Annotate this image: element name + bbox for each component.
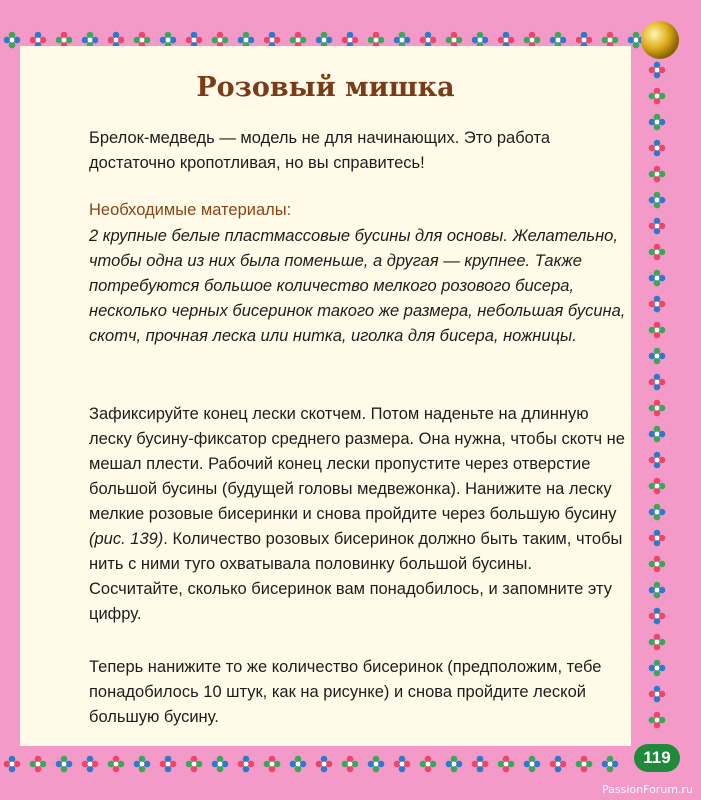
- bead-flower-icon: [649, 114, 666, 131]
- bead-flower-icon: [420, 756, 437, 773]
- bead-flower-icon: [649, 478, 666, 495]
- bead-flower-icon: [649, 296, 666, 313]
- bead-flower-icon: [576, 756, 593, 773]
- bead-flower-icon: [649, 62, 666, 79]
- bead-flower-icon: [368, 756, 385, 773]
- bead-flower-icon: [649, 530, 666, 547]
- page-content: [20, 46, 631, 746]
- bead-flower-icon: [649, 660, 666, 677]
- bead-flower-icon: [264, 756, 281, 773]
- intro-text: Брелок-медведь — модель не для начинающих. Это работа достаточно кропотливая, но вы справитесь!: [89, 129, 551, 172]
- page-title: Розовый мишка: [196, 72, 455, 103]
- gold-bead-icon: [641, 21, 679, 59]
- bead-flower-icon: [649, 192, 666, 209]
- bead-flower-icon: [649, 686, 666, 703]
- bead-flower-icon: [4, 32, 21, 49]
- instructions-paragraph-2: [89, 655, 627, 730]
- bead-flower-icon: [524, 756, 541, 773]
- bead-flower-icon: [186, 756, 203, 773]
- bead-flower-icon: [446, 756, 463, 773]
- bead-flower-icon: [649, 374, 666, 391]
- bead-flower-icon: [394, 756, 411, 773]
- bead-flower-icon: [550, 756, 567, 773]
- bead-flower-icon: [498, 756, 515, 773]
- bead-flower-icon: [649, 582, 666, 599]
- bead-flower-icon: [134, 756, 151, 773]
- bead-flower-icon: [56, 756, 73, 773]
- bead-flower-icon: [82, 756, 99, 773]
- paragraph-1-text-b: . Количество розовых бисеринок должно быть таким, чтобы нить с ними туго охватывала половинку большой бусины. Сосчитайте, сколько бисеринок вам понадобилось, и запомните эту цифру.: [89, 530, 623, 623]
- bead-flower-icon: [342, 756, 359, 773]
- bead-flower-icon: [212, 756, 229, 773]
- bead-flower-icon: [290, 756, 307, 773]
- bead-flower-icon: [316, 756, 333, 773]
- bead-flower-icon: [649, 218, 666, 235]
- bead-flower-icon: [160, 756, 177, 773]
- bead-flower-icon: [238, 756, 255, 773]
- bead-flower-icon: [649, 244, 666, 261]
- bead-flower-icon: [30, 756, 47, 773]
- bead-flower-icon: [649, 400, 666, 417]
- bead-flower-icon: [472, 756, 489, 773]
- instructions-paragraph-1: [89, 402, 627, 627]
- bead-flower-icon: [602, 756, 619, 773]
- intro-paragraph: [89, 126, 627, 176]
- page-number-badge: 119: [634, 744, 680, 772]
- bead-flower-icon: [649, 166, 666, 183]
- bead-flower-icon: [649, 556, 666, 573]
- bead-flower-icon: [649, 634, 666, 651]
- watermark: PassionForum.ru: [602, 783, 693, 796]
- materials-heading: Необходимые материалы:: [89, 201, 292, 219]
- bead-flower-icon: [649, 452, 666, 469]
- bead-flower-icon: [649, 322, 666, 339]
- figure-reference: (рис. 139): [89, 530, 164, 548]
- bead-flower-icon: [649, 608, 666, 625]
- bead-flower-icon: [649, 348, 666, 365]
- paragraph-2-text: Теперь нанижите то же количество бисеринок (предположим, тебе понадобилось 10 штук, как на рисунке) и снова пройдите леской большую бусину.: [89, 658, 602, 726]
- bead-flower-icon: [649, 712, 666, 729]
- bead-flower-icon: [649, 426, 666, 443]
- bead-flower-icon: [108, 756, 125, 773]
- paragraph-1-text-a: Зафиксируйте конец лески скотчем. Потом наденьте на длинную леску бусину-фиксатор среднего размера. Она нужна, чтобы скотч не мешал плести. Рабочий конец лески пропустите через отверстие большой бусины (будущей головы медвежонка). Нанижите на леску мелкие розовые бисеринки и снова пройдите через большую бусину: [89, 405, 625, 523]
- bead-flower-icon: [649, 88, 666, 105]
- bead-flower-icon: [649, 140, 666, 157]
- bead-flower-icon: [4, 756, 21, 773]
- materials-text: 2 крупные белые пластмассовые бусины для основы. Желательно, чтобы одна из них была поменьше, а другая — крупнее. Также потребуются большое количество мелкого розового бисера, несколько черных бисеринок такого же размера, небольшая бусина, скотч, прочная леска или нитка, иголка для бисера, ножницы.: [89, 227, 626, 345]
- bead-flower-icon: [649, 270, 666, 287]
- bead-flower-icon: [649, 504, 666, 521]
